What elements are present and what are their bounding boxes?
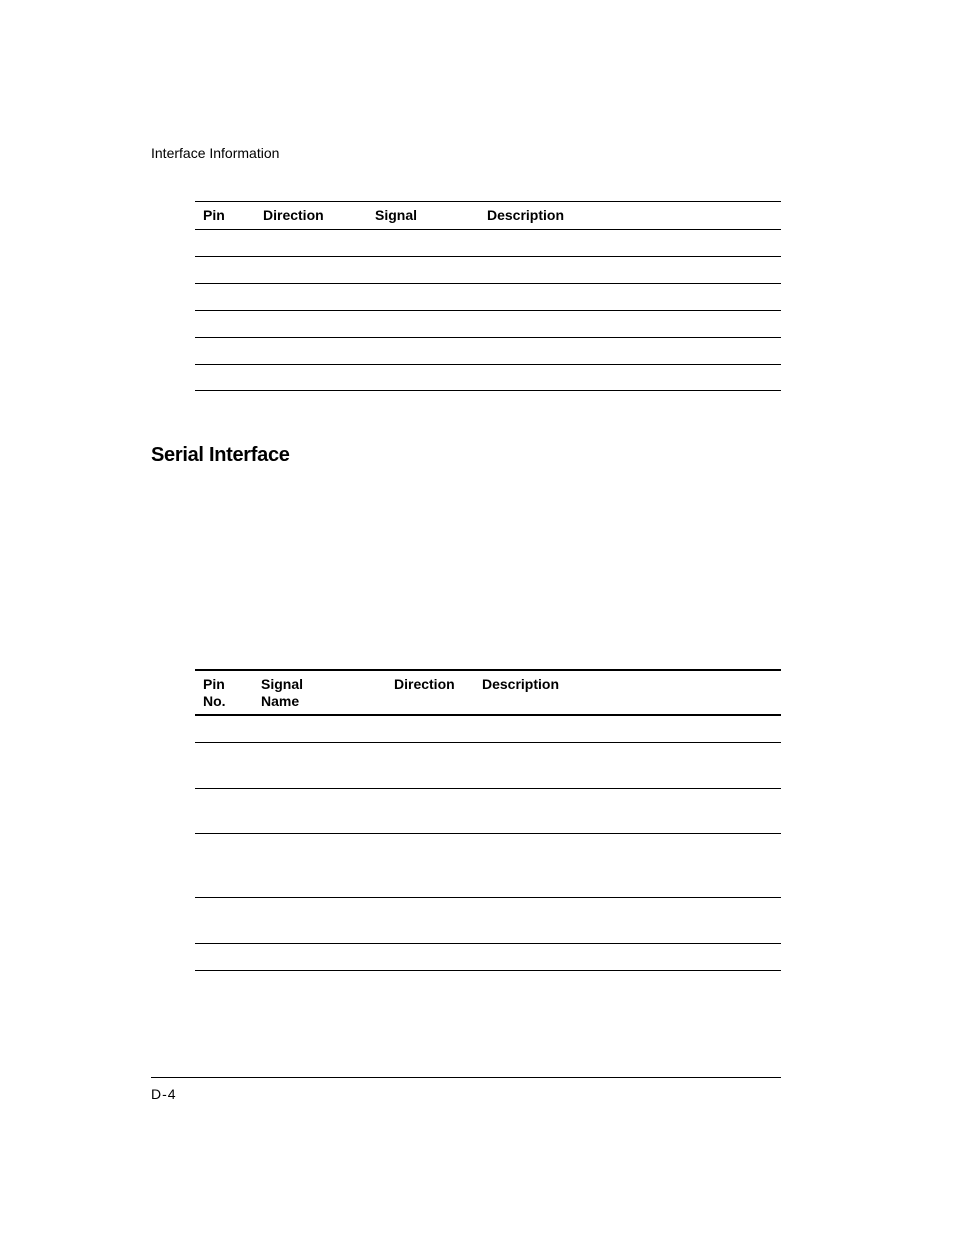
serial-pin-table <box>195 669 781 971</box>
table-row <box>195 742 781 743</box>
column-header-pin-no: Pin No. <box>203 676 226 709</box>
table-row <box>195 833 781 834</box>
parallel-pin-table <box>195 201 781 391</box>
table-bottom-rule <box>195 970 781 971</box>
table-header-rule <box>195 714 781 716</box>
column-header-signal: Signal <box>375 207 418 223</box>
column-header-description: Description <box>487 207 565 223</box>
table-row <box>195 788 781 789</box>
table-row <box>195 310 781 311</box>
table-row <box>195 943 781 944</box>
table-row <box>195 897 781 898</box>
table-top-rule <box>195 201 781 202</box>
table-row <box>195 283 781 284</box>
table-row <box>195 364 781 365</box>
column-header-direction: Direction <box>394 676 455 692</box>
column-header-direction: Direction <box>263 207 324 223</box>
footer-rule <box>151 1077 781 1078</box>
section-title: Serial Interface <box>151 444 290 466</box>
table-header-row <box>195 676 781 710</box>
table-row <box>195 229 781 230</box>
table-header-row <box>195 207 781 224</box>
column-header-signal-name: Signal Name <box>261 676 304 709</box>
table-row <box>195 256 781 257</box>
table-row <box>195 337 781 338</box>
running-header: Interface Information <box>151 145 280 161</box>
table-top-rule <box>195 669 781 671</box>
table-bottom-rule <box>195 390 781 391</box>
page-number: D-4 <box>151 1086 177 1102</box>
column-header-pin: Pin <box>203 207 225 223</box>
column-header-description: Description <box>482 676 560 692</box>
